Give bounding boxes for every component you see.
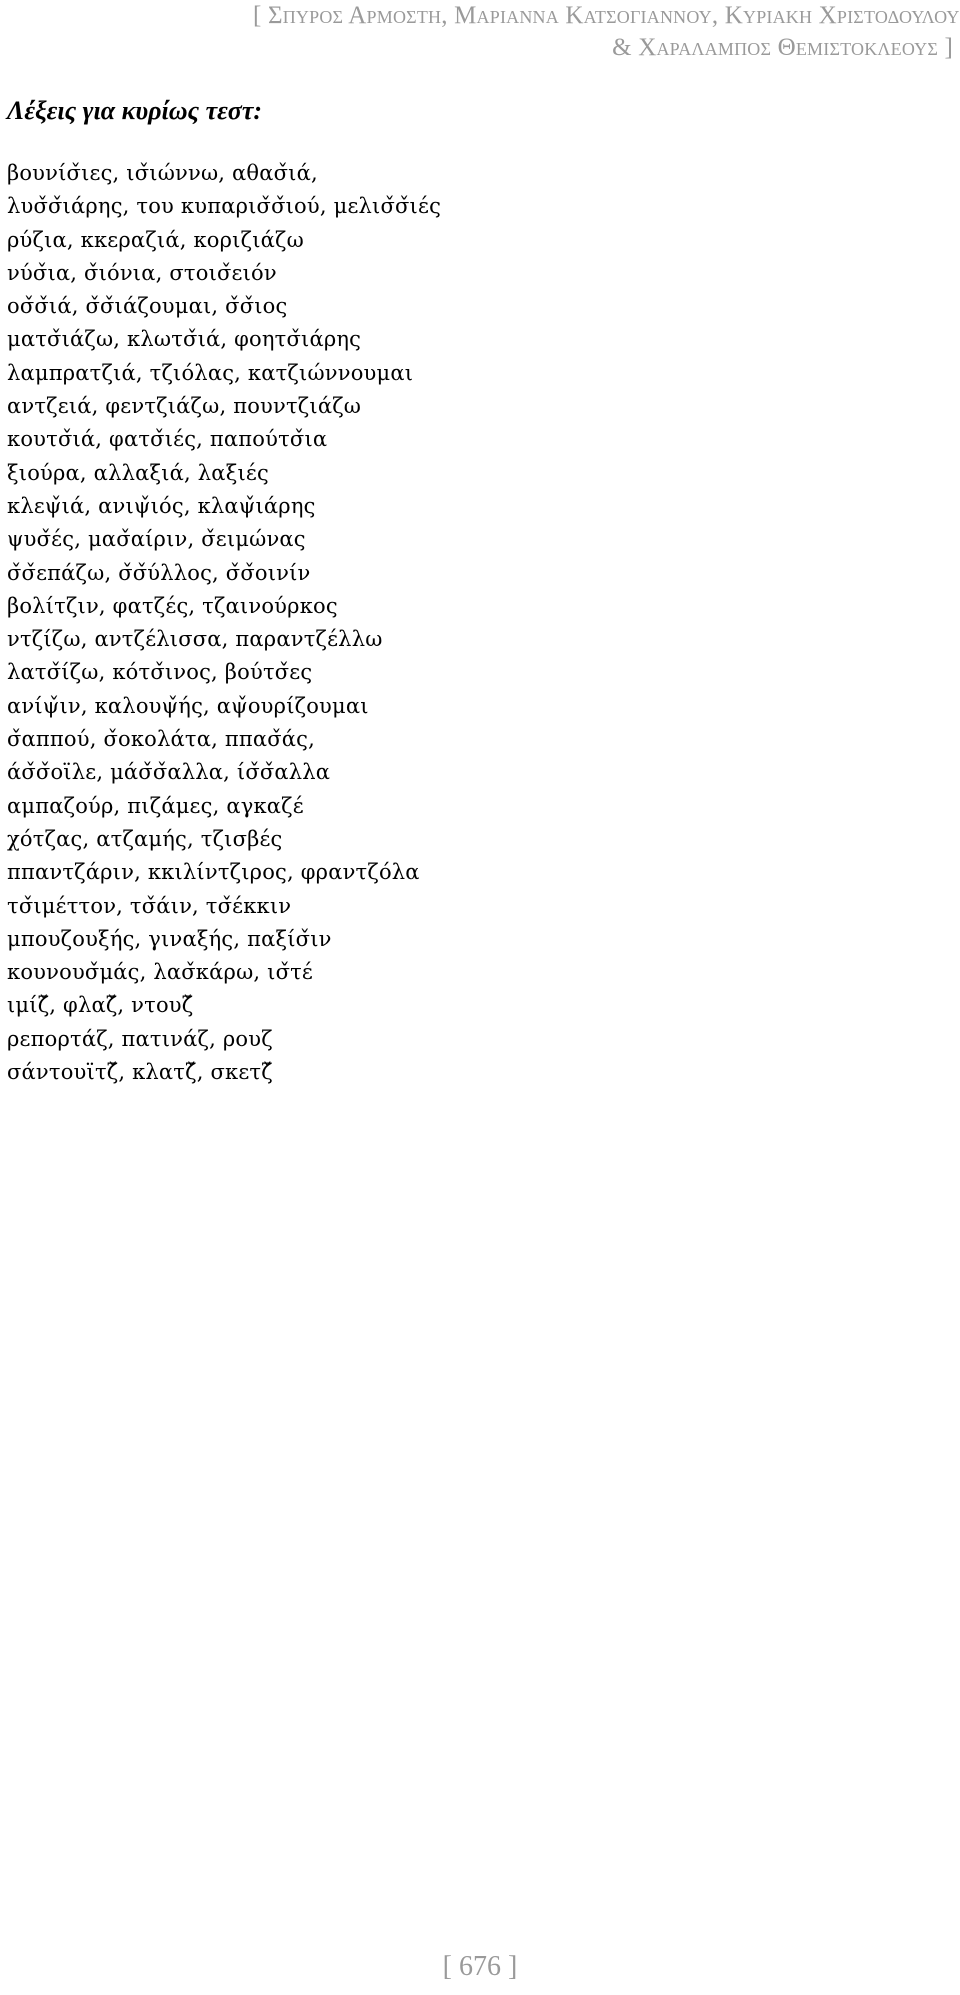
word-list-line: βουνίσ̌ιες, ισ̌ιώννω, αθασ̌ιά, bbox=[7, 161, 318, 185]
word-list bbox=[7, 157, 441, 1089]
word-list-line: άσ̌σ̌οϊλε, μάσ̌σ̌αλλα, ίσ̌σ̌αλλα bbox=[7, 760, 331, 785]
word-list-line: ψυσ̌ές, μασ̌αίριν, σ̌ειμώνας bbox=[7, 527, 306, 552]
word-list-line: ματσ̌ιάζω, κλωτσ̌ιά, φοητσ̌ιάρης bbox=[7, 327, 362, 352]
word-list-line: ξιούρα, αλλαξιά, λαξιές bbox=[7, 460, 269, 485]
section-heading: Λέξεις για κυρίως τεστ: bbox=[7, 96, 263, 125]
word-list-line: κουτσ̌ιά, φατσ̌ιές, παπούτσ̌ια bbox=[7, 427, 328, 452]
word-list-line: σάντουϊτζ̌, κλατζ̌, σκετζ̌ bbox=[7, 1060, 273, 1085]
running-header bbox=[253, 0, 960, 64]
word-list-line: οσ̌σ̌ιά, σ̌σ̌ιάζουμαι, σ̌σ̌ιος bbox=[7, 294, 288, 319]
word-list-line: κουνουσ̌μάς, λασ̌κάρω, ισ̌τέ bbox=[7, 960, 314, 985]
word-list-line: λατσ̌ίζω, κότσ̌ινος, βούτσ̌ες bbox=[7, 660, 313, 685]
page-number: [ 676 ] bbox=[442, 1951, 518, 1982]
word-list-line: ανίψ̌ιν, καλουψ̌ής, αψ̌ουρίζουμαι bbox=[7, 693, 369, 718]
word-list-line: χότζας, ατζαμής, τζισβές bbox=[7, 826, 283, 851]
word-list-line: τσ̌ιμέττον, τσ̌άιν, τσ̌έκκιν bbox=[7, 893, 292, 918]
word-list-line: λαμπρατζιά, τζιόλας, κατζιώννουμαι bbox=[7, 360, 414, 385]
word-list-line: μπουζουξής, γιναξής, παξίσ̌ιν bbox=[7, 926, 332, 951]
word-list-line: νύσ̌ια, σ̌ιόνια, στοισ̌ειόν bbox=[7, 260, 277, 285]
word-list-line: βολίτζιν, φατζές, τζαινούρκος bbox=[7, 593, 338, 618]
running-header-authors-line-1: [ Σπυρος Αρμοστη, Μαριαννα Κατσογιαννου, Κυριακη Χριστοδουλου bbox=[253, 2, 960, 29]
running-header-authors-line-2: & Χαραλαμπος Θεμιστοκλεους ] bbox=[612, 34, 953, 61]
word-list-line: ντζίζω, αντζέλισσα, παραντζέλλω bbox=[7, 627, 383, 652]
word-list-line: λυσ̌σ̌ιάρης, του κυπαρισ̌σ̌ιού, μελισ̌σ̌ιές bbox=[7, 194, 442, 219]
word-list-line: αντζειά, φεντζιάζω, πουντζιάζω bbox=[7, 394, 362, 419]
word-list-line: ππαντζάριν, κκιλίντζιρος, φραντζόλα bbox=[7, 860, 420, 885]
word-list-line: αμπαζούρ, πιζάμες, αγκαζέ bbox=[7, 793, 304, 818]
word-list-line: σ̌σ̌επάζω, σ̌σ̌ύλλος, σ̌σ̌οινίν bbox=[7, 560, 311, 585]
word-list-line: ιμίζ̌, φλαζ̌, ντουζ̌ bbox=[7, 993, 194, 1018]
word-list-line: σ̌αππού, σ̌οκολάτα, ππασ̌άς, bbox=[7, 727, 316, 752]
word-list-line: κλεψ̌ιά, ανιψ̌ιός, κλαψ̌ιάρης bbox=[7, 493, 316, 518]
word-list-line: ρύζια, κκεραζιά, κοριζιάζω bbox=[7, 227, 304, 252]
word-list-line: ρεπορτάζ, πατινάζ, ρουζ bbox=[7, 1026, 273, 1051]
